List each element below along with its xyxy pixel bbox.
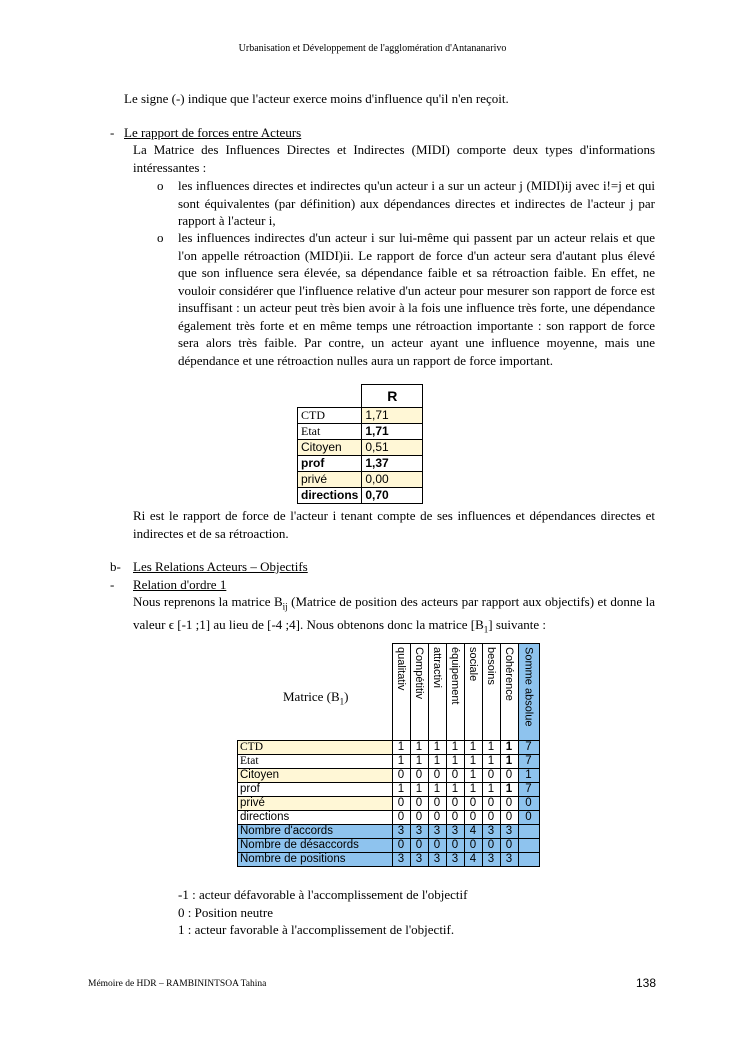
- cell: 3: [428, 853, 446, 867]
- ri-label: directions: [298, 488, 362, 504]
- cell: 4: [464, 853, 482, 867]
- row-label: Nombre de positions: [238, 853, 393, 867]
- page-number: 138: [636, 976, 657, 990]
- cell: 0: [446, 769, 464, 783]
- cell: 3: [500, 825, 518, 839]
- cell: 0: [482, 839, 500, 853]
- cell: 3: [410, 825, 428, 839]
- column-header: Cohérence: [503, 647, 515, 701]
- cell: 0: [428, 839, 446, 853]
- cell: 0: [428, 769, 446, 783]
- running-header: Urbanisation et Développement de l'agglomération d'Antananarivo: [238, 43, 507, 54]
- paragraph-part: ] suivante :: [488, 617, 547, 633]
- cell: 1: [392, 783, 410, 797]
- b1-matrix: [237, 643, 540, 867]
- cell: 1: [428, 783, 446, 797]
- table-row: [298, 424, 423, 440]
- cell: 1: [500, 783, 518, 797]
- table-row: [238, 783, 540, 797]
- cell: 0: [428, 797, 446, 811]
- cell: 1: [428, 755, 446, 769]
- column-header: qualitativ: [395, 647, 407, 691]
- cell: 0: [500, 839, 518, 853]
- cell: 7: [518, 741, 539, 755]
- cell: 0: [482, 811, 500, 825]
- ri-value: 1,71: [362, 408, 423, 424]
- cell: 1: [392, 741, 410, 755]
- cell: 1: [410, 783, 428, 797]
- table-row: [298, 440, 423, 456]
- cell: 3: [500, 853, 518, 867]
- legend-item: 1 : acteur favorable à l'accomplissement de l'objectif.: [178, 922, 455, 937]
- cell: 1: [464, 741, 482, 755]
- cell: 1: [482, 783, 500, 797]
- cell: 0: [410, 797, 428, 811]
- row-label: CTD: [238, 741, 393, 755]
- cell: 1: [482, 741, 500, 755]
- table-row: [238, 769, 540, 783]
- cell: 0: [392, 797, 410, 811]
- ri-header: R: [362, 385, 423, 408]
- ri-value: 0,51: [362, 440, 423, 456]
- cell: 0: [518, 811, 539, 825]
- ri-value: 0,00: [362, 472, 423, 488]
- cell: [518, 839, 539, 853]
- subscript: 1: [483, 624, 489, 635]
- ri-label: Etat: [298, 424, 362, 440]
- legend-item: -1 : acteur défavorable à l'accomplissement de l'objectif: [178, 887, 468, 902]
- section1-heading: Le rapport de forces entre Acteurs: [124, 125, 302, 140]
- cell: 1: [464, 769, 482, 783]
- summary-row: [238, 839, 540, 853]
- ri-value: 0,70: [362, 488, 423, 504]
- cell: 1: [428, 741, 446, 755]
- cell: 0: [500, 769, 518, 783]
- subsection-heading: Relation d'ordre 1: [133, 577, 227, 592]
- cell: 1: [518, 769, 539, 783]
- cell: 1: [446, 755, 464, 769]
- table-row: [238, 741, 540, 755]
- ri-table: [297, 384, 423, 504]
- cell: 0: [446, 811, 464, 825]
- cell: 3: [482, 853, 500, 867]
- intro-text: Le signe (-) indique que l'acteur exerce moins d'influence qu'il n'en reçoit.: [124, 91, 509, 106]
- cell: 1: [410, 741, 428, 755]
- table-row: [238, 811, 540, 825]
- cell: 1: [446, 783, 464, 797]
- column-header: sociale: [467, 647, 479, 682]
- cell: 0: [392, 811, 410, 825]
- section1-paragraph: La Matrice des Influences Directes et Indirectes (MIDI) comporte deux types d'informations intéressantes :: [133, 142, 655, 175]
- matrix-title-text: Matrice (B: [283, 689, 340, 704]
- legend-item: 0 : Position neutre: [178, 905, 273, 920]
- section2-marker: b-: [110, 559, 121, 574]
- cell: 0: [518, 797, 539, 811]
- cell: 0: [410, 811, 428, 825]
- ri-label: CTD: [298, 408, 362, 424]
- row-label: privé: [238, 797, 393, 811]
- table-row: [298, 456, 423, 472]
- table-row: [238, 755, 540, 769]
- ri-explanation: Ri est le rapport de force de l'acteur i tenant compte de ses influences et dépendances directes et indirectes et de sa rétroaction.: [133, 508, 655, 541]
- cell: 1: [500, 741, 518, 755]
- column-header: équipement: [449, 647, 461, 705]
- ri-value: 1,71: [362, 424, 423, 440]
- matrix-title-end: ): [344, 689, 349, 704]
- row-label: Citoyen: [238, 769, 393, 783]
- paragraph-part: Nous reprenons la matrice B: [133, 594, 283, 609]
- list-marker: o: [157, 178, 164, 193]
- subscript: ij: [282, 601, 288, 612]
- cell: 0: [500, 797, 518, 811]
- cell: 0: [410, 769, 428, 783]
- section2-paragraph: [133, 593, 655, 639]
- column-header: attractivi: [431, 647, 443, 688]
- cell: 0: [392, 839, 410, 853]
- cell: 0: [464, 839, 482, 853]
- table-row: [298, 408, 423, 424]
- cell: 0: [446, 797, 464, 811]
- table-row: [238, 797, 540, 811]
- ri-label: privé: [298, 472, 362, 488]
- summary-row: [238, 853, 540, 867]
- matrix-title-sub: 1: [339, 696, 345, 707]
- column-header: besoins: [485, 647, 497, 685]
- cell: 4: [464, 825, 482, 839]
- table-row: [298, 472, 423, 488]
- ri-label: prof: [298, 456, 362, 472]
- cell: 0: [500, 811, 518, 825]
- ri-label: Citoyen: [298, 440, 362, 456]
- cell: 3: [410, 853, 428, 867]
- row-label: Nombre d'accords: [238, 825, 393, 839]
- cell: 1: [446, 741, 464, 755]
- column-header: Somme absolue: [522, 647, 535, 727]
- row-label: Nombre de désaccords: [238, 839, 393, 853]
- cell: 7: [518, 783, 539, 797]
- subsection-bullet: -: [110, 577, 115, 592]
- cell: 3: [446, 853, 464, 867]
- summary-row: [238, 825, 540, 839]
- cell: 1: [500, 755, 518, 769]
- cell: 1: [464, 783, 482, 797]
- cell: 3: [428, 825, 446, 839]
- footer-author: Mémoire de HDR – RAMBININTSOA Tahina: [88, 979, 267, 989]
- cell: 1: [410, 755, 428, 769]
- cell: 7: [518, 755, 539, 769]
- cell: 0: [464, 797, 482, 811]
- cell: 1: [482, 755, 500, 769]
- cell: 0: [446, 839, 464, 853]
- cell: 0: [392, 769, 410, 783]
- row-label: directions: [238, 811, 393, 825]
- cell: 0: [410, 839, 428, 853]
- cell: 1: [464, 755, 482, 769]
- cell: 3: [392, 853, 410, 867]
- cell: 3: [482, 825, 500, 839]
- cell: [518, 825, 539, 839]
- row-label: Etat: [238, 755, 393, 769]
- cell: 0: [464, 811, 482, 825]
- cell: 3: [446, 825, 464, 839]
- column-header: Compétitiv: [413, 647, 425, 699]
- cell: 0: [482, 769, 500, 783]
- list-item: les influences indirectes d'un acteur i sur lui-même qui passent par un acteur relais et que l'on appelle rétroaction (MIDI)ii. Le rapport de force d'un acteur sera d'autant plus élevé que son influence sera élevée, sa dépendance faible et sa rétroaction faible. En effet, ne vouloir considérer que l'influence relative d'un acteur pour mesurer son rapport de force est insuffisant : un acteur peut très bien avoir à la fois une influence très forte, une dépendance également très forte et en même temps une rétroaction importante : son rapport de force sera alors très faible. Par contre, un acteur ayant une influence moyenne, mais une dépendance et une rétroaction nulles aura un rapport de force important.: [178, 230, 655, 368]
- cell: 1: [392, 755, 410, 769]
- cell: [518, 853, 539, 867]
- cell: 0: [482, 797, 500, 811]
- cell: 3: [392, 825, 410, 839]
- list-marker: o: [157, 230, 164, 245]
- paragraph-part: (Matrice de position des acteurs par rapport aux objectifs) et donne la valeur ϵ [-1 ;1] au lieu de [-4 ;4]. Nous obtenons donc la matrice [B: [133, 594, 656, 633]
- list-item: les influences directes et indirectes qu'un acteur i a sur un acteur j (MIDI)ij avec i!=j et qui sont équivalentes (par définition) aux dépendances directes et indirectes de l'acteur j par rapport à l'acteur i,: [178, 178, 655, 228]
- section2-heading: Les Relations Acteurs – Objectifs: [133, 559, 308, 574]
- table-row: [298, 488, 423, 504]
- row-label: prof: [238, 783, 393, 797]
- ri-value: 1,37: [362, 456, 423, 472]
- section1-bullet: -: [110, 125, 115, 140]
- cell: 0: [428, 811, 446, 825]
